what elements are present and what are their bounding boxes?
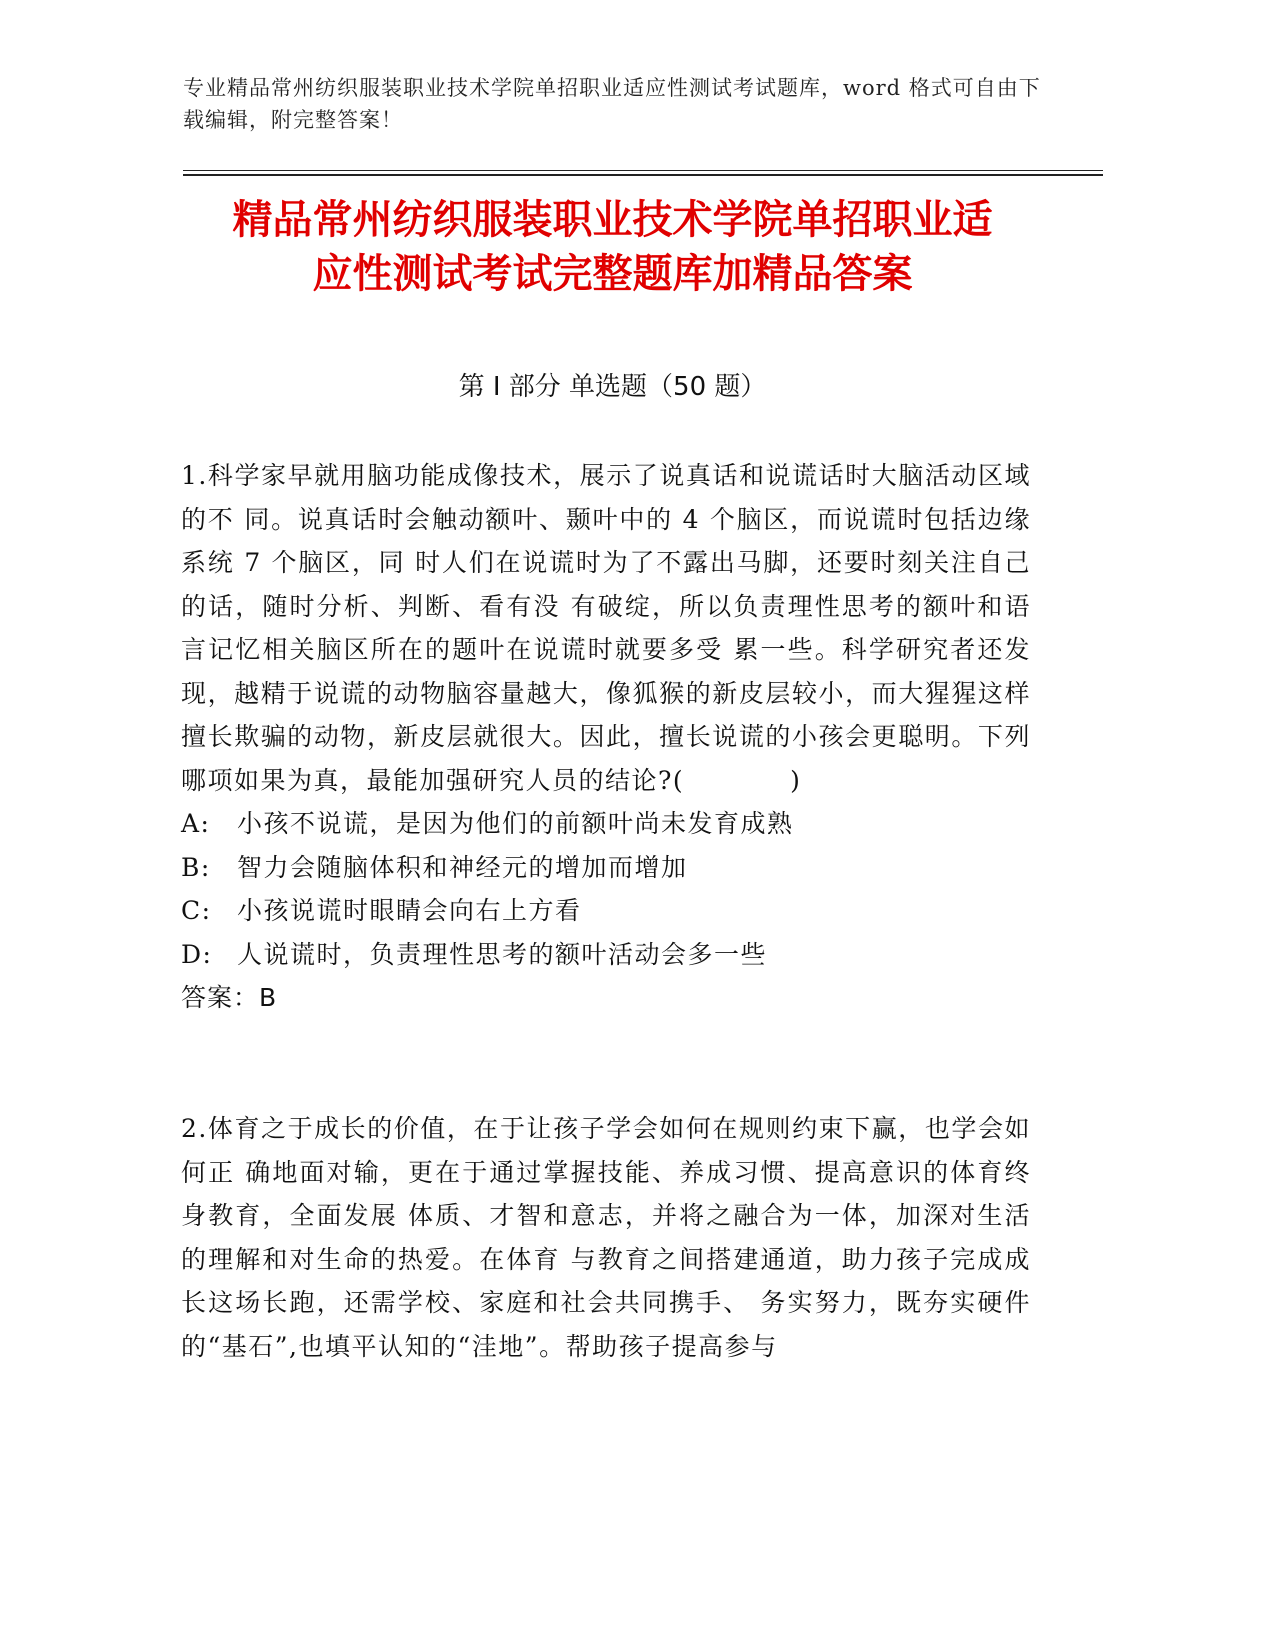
option-c[interactable] bbox=[181, 889, 1031, 933]
option-letter: C: bbox=[181, 896, 212, 925]
answer-key: 答案：B bbox=[181, 983, 278, 1012]
option-text: 小孩不说谎，是因为他们的前额叶尚未发育成熟 bbox=[237, 809, 794, 838]
option-letter: A: bbox=[181, 809, 211, 838]
question-stem: 1.科学家早就用脑功能成像技术，展示了说真话和说谎话时大脑活动区域的不 同。说真话时会触动额叶、颞叶中的 4 个脑区，而说谎时包括边缘系统 7 个脑区，同 时人们在说谎时为了不露出马脚，还要时刻关注自己的话，随时分析、判断、看有没 有破绽，所以负责理性思考的额叶和语言记忆相关脑区所在的题叶在说谎时就要多受 累一些。科学研究者还发现，越精于说谎的动物脑容量越大，像狐猴的新皮层较小，而大猩猩这样擅长欺骗的动物，新皮层就很大。因此，擅长说谎的小孩会更聪明。下列哪项如果为真，最能加强研究人员的结论?( ) bbox=[181, 461, 1031, 795]
question-2 bbox=[181, 1107, 1031, 1368]
header-rule-top bbox=[183, 170, 1103, 171]
option-d[interactable] bbox=[181, 933, 1031, 977]
section-heading: 第 I 部分 单选题（50 题） bbox=[458, 372, 767, 402]
option-a[interactable] bbox=[181, 802, 1031, 846]
question-stem: 2.体育之于成长的价值，在于让孩子学会如何在规则约束下赢，也学会如何正 确地面对输，更在于通过掌握技能、养成习惯、提高意识的体育终身教育，全面发展 体质、才智和意志，并将之融合为一体，加深对生活的理解和对生命的热爱。在体育 与教育之间搭建通道，助力孩子完成成长这场长跑，还需学校、家庭和社会共同携手、 务实努力，既夯实硬件的“基石”,也填平认知的“洼地”。帮助孩子提高参与 bbox=[181, 1114, 1031, 1361]
header-rule-bottom bbox=[183, 174, 1103, 176]
option-letter: D: bbox=[181, 939, 213, 969]
option-text: 智力会随脑体积和神经元的增加而增加 bbox=[237, 852, 688, 882]
question-1 bbox=[181, 454, 1031, 1020]
option-text: 小孩说谎时眼睛会向右上方看 bbox=[237, 896, 582, 925]
document-title-line-1: 精品常州纺织服装职业技术学院单招职业适 bbox=[232, 197, 993, 243]
document-title-line-2: 应性测试考试完整题库加精品答案 bbox=[312, 251, 913, 297]
header-note: 专业精品常州纺织服装职业技术学院单招职业适应性测试考试题库，word 格式可自由下载编辑，附完整答案！ bbox=[183, 76, 1041, 132]
document-title bbox=[150, 193, 1075, 301]
option-text: 人说谎时，负责理性思考的额叶活动会多一些 bbox=[237, 939, 768, 969]
option-b[interactable] bbox=[181, 846, 1031, 890]
option-letter: B: bbox=[181, 852, 211, 882]
